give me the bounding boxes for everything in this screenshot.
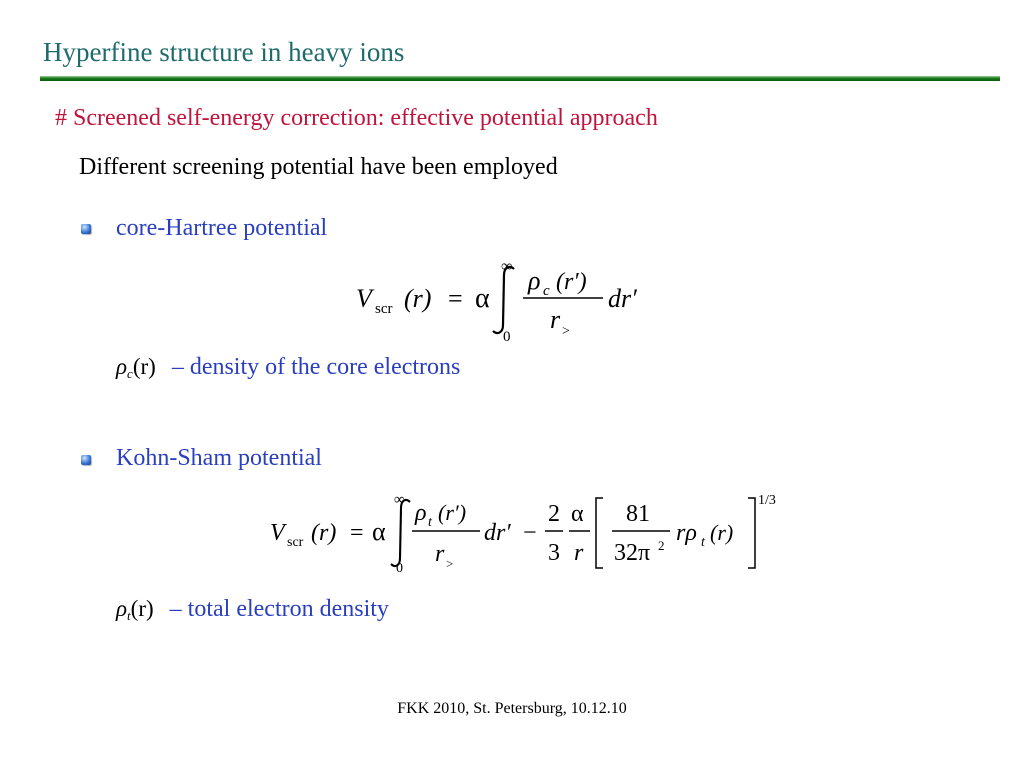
- formula-minus: −: [523, 520, 537, 546]
- formula-numerator-arg: (r′): [438, 500, 467, 525]
- formula-equals: =: [350, 520, 364, 546]
- definition-symbol: ρ: [116, 354, 128, 379]
- right-bracket: [748, 498, 755, 568]
- formula-lhs-symbol: V: [270, 520, 285, 546]
- bullet-label: core-Hartree potential: [116, 215, 328, 241]
- core-hartree-formula: [350, 255, 670, 345]
- bracket-tail-arg: (r): [710, 520, 734, 545]
- fraction2-denominator: 3: [548, 540, 560, 566]
- definition-text: – total electron density: [169, 596, 389, 622]
- definition-sub: c: [127, 366, 133, 382]
- definition-sub: t: [127, 608, 131, 624]
- intro-text: Different screening potential have been employed: [79, 154, 558, 180]
- formula-numerator-sub: c: [543, 283, 550, 299]
- bracket-tail-sub: t: [701, 535, 705, 550]
- fraction3-denominator: r: [574, 540, 584, 566]
- slide-title: Hyperfine structure in heavy ions: [43, 37, 405, 67]
- integral-sign: [391, 500, 410, 566]
- formula-denominator: r: [435, 541, 445, 567]
- formula-numerator: ρ: [528, 266, 541, 295]
- slide-footer: FKK 2010, St. Petersburg, 10.12.10: [397, 700, 627, 717]
- bullet-square-icon: [81, 455, 91, 465]
- formula-upper-limit: ∞: [394, 492, 405, 508]
- formula-numerator-sub: t: [428, 515, 432, 530]
- formula-lhs-arg: (r): [311, 520, 337, 546]
- formula-denominator: r: [550, 305, 561, 334]
- section-heading: # Screened self-energy correction: effective potential approach: [55, 105, 658, 131]
- formula-lhs-sub: scr: [287, 535, 304, 550]
- formula-lhs-arg: (r): [404, 284, 432, 313]
- formula-differential: dr′: [608, 284, 637, 313]
- left-bracket: [596, 498, 603, 568]
- fraction2-numerator: 2: [548, 501, 560, 527]
- bullet-label: Kohn-Sham potential: [116, 445, 322, 471]
- bracket-denominator: 32π: [614, 540, 651, 566]
- bracket-tail: rρ: [676, 520, 697, 546]
- bracket-numerator: 81: [626, 501, 650, 527]
- formula-numerator-arg: (r′): [556, 269, 587, 295]
- fraction3-numerator: α: [571, 501, 584, 527]
- kohn-sham-formula: [260, 488, 790, 580]
- definition-arg: (r): [132, 354, 156, 379]
- formula-upper-limit: ∞: [501, 258, 513, 275]
- formula-exponent: 1/3: [758, 493, 776, 508]
- formula-lower-limit: 0: [396, 561, 403, 576]
- formula-numerator: ρ: [415, 500, 427, 526]
- formula-lhs-symbol: V: [356, 284, 372, 313]
- title-underline: [40, 76, 1000, 81]
- core-density-definition: [116, 354, 460, 382]
- definition-arg: (r): [130, 596, 154, 621]
- formula-lower-limit: 0: [503, 329, 511, 345]
- bullet-square-icon: [81, 224, 91, 234]
- formula-denominator-sub: >: [562, 324, 570, 339]
- definition-text: – density of the core electrons: [171, 354, 461, 380]
- formula-alpha: α: [372, 517, 386, 546]
- bracket-denominator-sup: 2: [658, 538, 665, 553]
- formula-denominator-sub: >: [446, 556, 454, 571]
- formula-alpha: α: [475, 283, 490, 314]
- total-density-definition: [116, 596, 389, 624]
- integral-sign: [493, 267, 514, 333]
- formula-equals: =: [448, 284, 463, 313]
- formula-lhs-sub: scr: [375, 301, 393, 317]
- definition-symbol: ρ: [116, 596, 128, 621]
- formula-differential: dr′: [484, 520, 511, 546]
